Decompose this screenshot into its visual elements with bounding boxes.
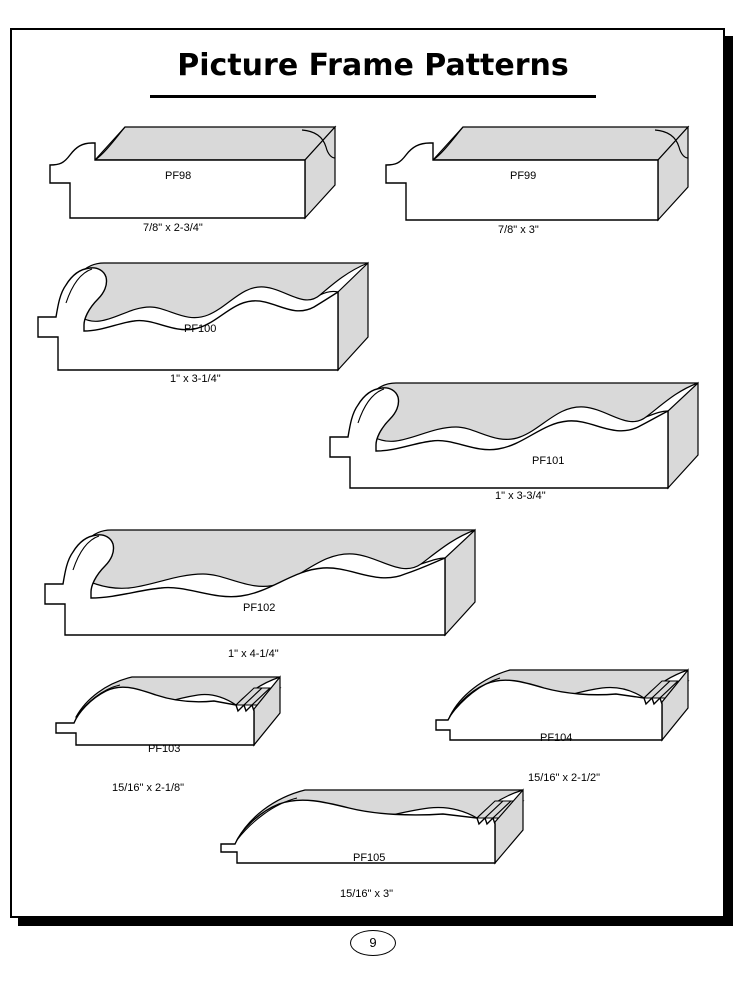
pattern-dimension-PF100: 1" x 3-1/4" [170, 373, 221, 385]
title-underline [150, 95, 596, 98]
pattern-PF99 [378, 105, 698, 225]
pattern-label-PF104: PF104 [540, 732, 573, 744]
pattern-PF105 [215, 768, 545, 898]
pattern-PF98 [40, 105, 340, 225]
pattern-label-PF101: PF101 [532, 455, 565, 467]
pattern-label-PF103: PF103 [148, 743, 181, 755]
pattern-dimension-PF104: 15/16" x 2-1/2" [528, 772, 601, 784]
pattern-label-PF102: PF102 [243, 602, 276, 614]
pattern-dimension-PF101: 1" x 3-3/4" [495, 490, 546, 502]
pattern-dimension-PF103: 15/16" x 2-1/8" [112, 782, 185, 794]
pattern-PF104 [430, 650, 710, 775]
pattern-PF102 [35, 512, 495, 652]
pattern-dimension-PF98: 7/8" x 2-3/4" [143, 222, 203, 234]
pattern-dimension-PF99: 7/8" x 3" [498, 224, 539, 236]
pattern-label-PF105: PF105 [353, 852, 386, 864]
pattern-dimension-PF102: 1" x 4-1/4" [228, 648, 279, 660]
pattern-PF101 [320, 365, 720, 505]
pattern-label-PF100: PF100 [184, 323, 217, 335]
pattern-PF100 [28, 245, 388, 385]
page-number-container [0, 930, 746, 956]
page-number: 9 [350, 930, 396, 956]
pattern-label-PF98: PF98 [165, 170, 192, 182]
page-title: Picture Frame Patterns [177, 48, 569, 83]
pattern-PF103 [48, 655, 298, 780]
pattern-label-PF99: PF99 [510, 170, 537, 182]
pattern-dimension-PF105: 15/16" x 3" [340, 888, 394, 900]
